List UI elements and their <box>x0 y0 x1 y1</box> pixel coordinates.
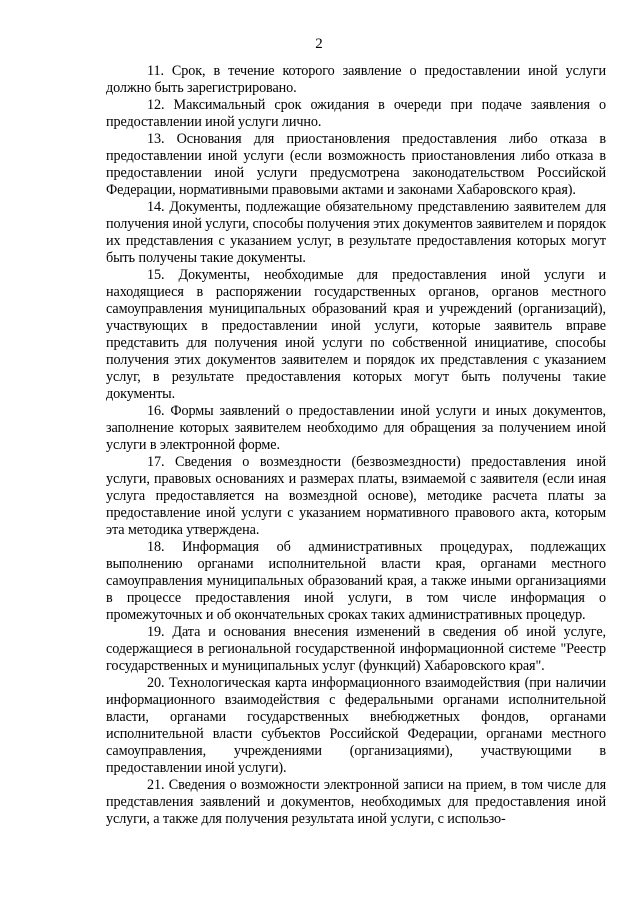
paragraph-17: 17. Сведения о возмездности (безвозмездности) предоставления иной услуги, правовых основаниях и размерах платы, взимаемой с заявителя (если иная услуга предоставляется на возмездной основе), методике расчета платы за предоставление иной услуги с указанием нормативного правового акта, которым эта методика утверждена. <box>106 454 606 538</box>
page-number: 2 <box>315 36 323 52</box>
paragraph-14: 14. Документы, подлежащие обязательному представлению заявителем для получения иной услуги, способы получения этих документов заявителем и порядок их представления с указанием услуг, в результате предоставления которых могут быть получены такие документы. <box>106 199 606 266</box>
paragraph-20: 20. Технологическая карта информационного взаимодействия (при наличии информационного взаимодействия с федеральными органами исполнительной власти, органами государственных внебюджетных фондов, органами исполнительной власти субъектов Российской Федерации, органами местного самоуправления, учреждениями (организациями), участвующими в предоставлении иной услуги). <box>106 675 606 776</box>
document-body <box>106 63 606 828</box>
paragraph-11: 11. Срок, в течение которого заявление о предоставлении иной услуги должно быть зарегистрировано. <box>106 63 606 96</box>
paragraph-21: 21. Сведения о возможности электронной записи на прием, в том числе для представления заявлений и документов, необходимых для предоставления иной услуги, а также для получения результата иной услуги, с использо- <box>106 777 606 827</box>
paragraph-19: 19. Дата и основания внесения изменений в сведения об иной услуге, содержащиеся в региональной государственной информационной системе "Реестр государственных и муниципальных услуг (функций) Хабаровского края". <box>106 624 606 674</box>
paragraph-16: 16. Формы заявлений о предоставлении иной услуги и иных документов, заполнение которых заявителем необходимо для обращения за получением иной услуги в электронной форме. <box>106 403 606 453</box>
paragraph-12: 12. Максимальный срок ожидания в очереди при подаче заявления о предоставлении иной услуги лично. <box>106 97 606 130</box>
paragraph-15: 15. Документы, необходимые для предоставления иной услуги и находящиеся в распоряжении государственных органов, органов местного самоуправления муниципальных образований края и учреждений (организаций), участвующих в предоставлении иной услуги, которые заявитель вправе представить для получения иной услуги по собственной инициативе, способы получения этих документов заявителем и порядок их представления с указанием услуг, в результате предоставления которых могут быть получены такие документы. <box>106 267 606 402</box>
paragraph-13: 13. Основания для приостановления предоставления либо отказа в предоставлении иной услуги (если возможность приостановления либо отказа в предоставлении иной услуги предусмотрена законодательством Российской Федерации, нормативными правовыми актами и законами Хабаровского края). <box>106 131 606 198</box>
paragraph-18: 18. Информация об административных процедурах, подлежащих выполнению органами исполнительной власти края, органами местного самоуправления муниципальных образований края, а также иными организациями в процессе предоставления иной услуги, в том числе информация о промежуточных и об окончательных сроках таких административных процедур. <box>106 539 606 623</box>
